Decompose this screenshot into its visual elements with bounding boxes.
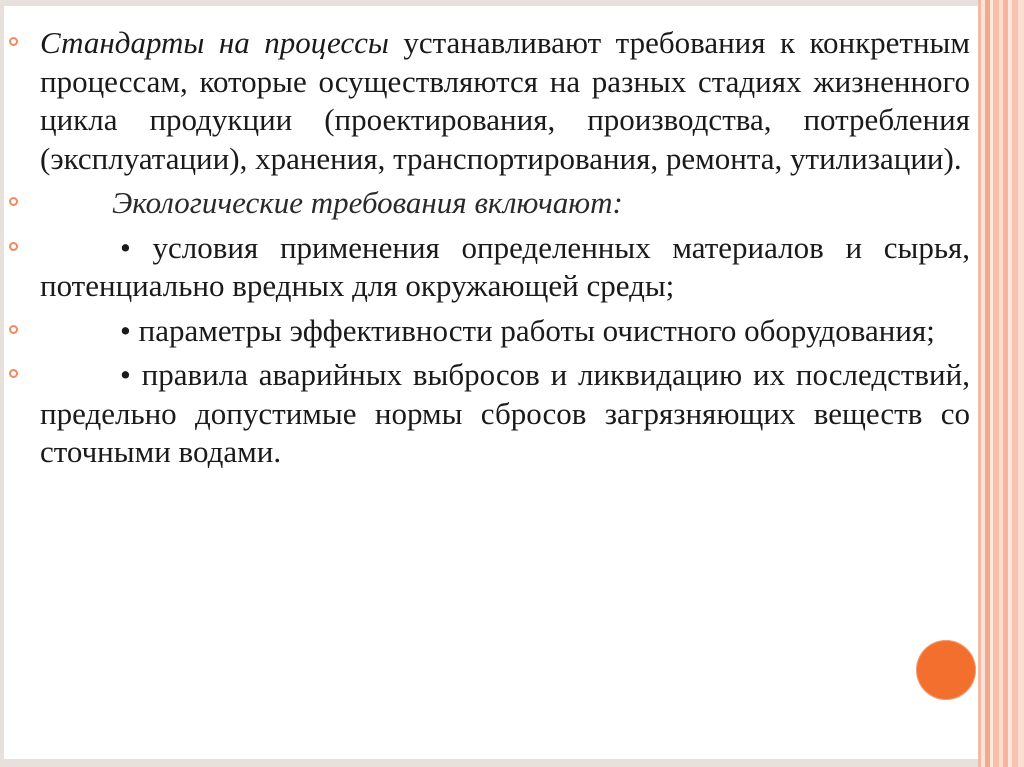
orange-circle: [916, 640, 976, 700]
eco-requirements-heading: Экологические требования включают:: [112, 185, 623, 220]
list-item-text: • условия применения определенных материалов и сырья, потенциально вредных для окружающей среды;: [40, 229, 970, 303]
paragraph-efficiency: [0, 312, 1000, 351]
list-item-text: • параметры эффективности работы очистного оборудования;: [120, 312, 935, 348]
paragraph-materials: [0, 229, 1000, 306]
paragraph-text: устанавливают требования к конкретным процессам, которые осуществляются на разных стадиях жизненного цикла продукции (проектирования, производства, потребления (эксплуатации), хранения, транспортирования, ремонта, утилизации).: [40, 25, 970, 176]
paragraph-process-standards: [0, 24, 1000, 178]
paragraph-emissions: [0, 356, 1000, 472]
slide-content: [0, 24, 1000, 478]
frame-bottom: [0, 759, 1024, 767]
hollow-circle-bullet-icon: [9, 242, 18, 251]
frame-top: [0, 0, 1024, 6]
paragraph-eco-heading: [0, 184, 1000, 223]
paragraph-lead: Стандарты на процессы: [40, 25, 389, 60]
hollow-circle-bullet-icon: [9, 325, 18, 334]
hollow-circle-bullet-icon: [9, 369, 18, 378]
hollow-circle-bullet-icon: [9, 37, 18, 46]
hollow-circle-bullet-icon: [9, 197, 18, 206]
list-item-text: • правила аварийных выбросов и ликвидацию их последствий, предельно допустимые нормы сбросов загрязняющих веществ со сточными водами.: [40, 357, 970, 469]
